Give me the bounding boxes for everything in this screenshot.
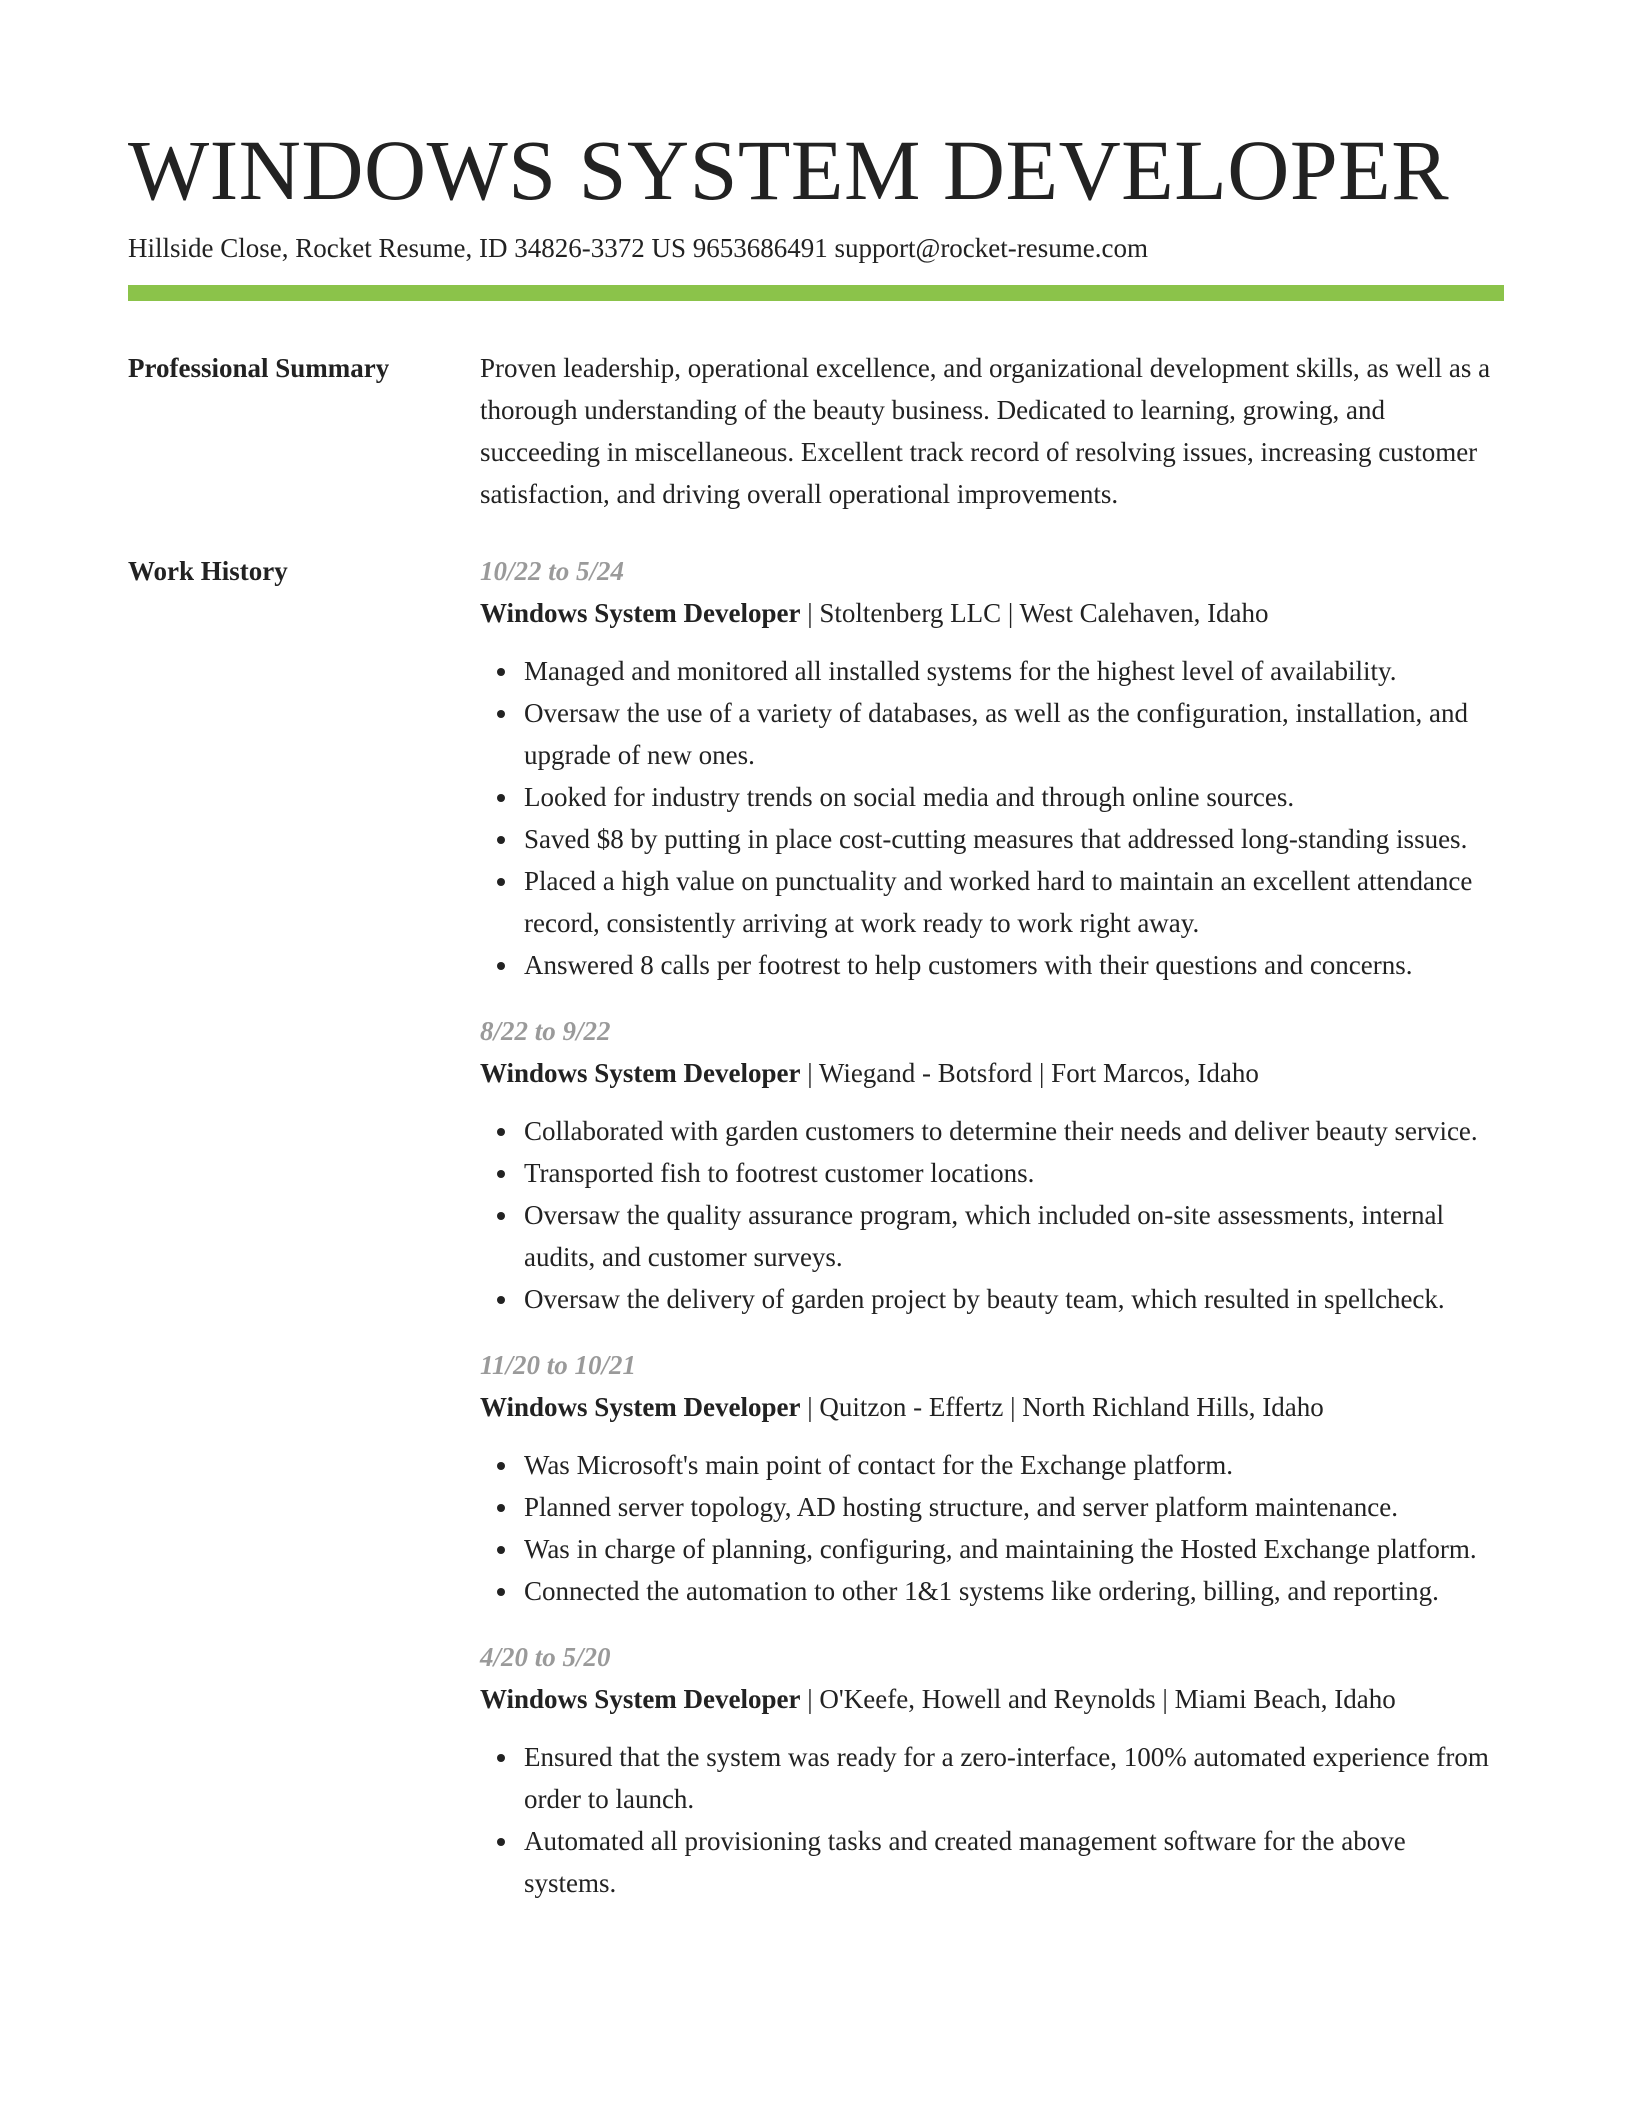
job-bullets [480, 650, 1504, 986]
contact-line: Hillside Close, Rocket Resume, ID 34826-3372 US 9653686491 support@rocket-resume.com [128, 233, 1148, 263]
list-item: Collaborated with garden customers to determine their needs and deliver beauty service. [524, 1110, 1504, 1152]
list-item: Oversaw the delivery of garden project by beauty team, which resulted in spellcheck. [524, 1278, 1504, 1320]
accent-divider [128, 285, 1504, 301]
job-company-location: | Quitzon - Effertz | North Richland Hills, Idaho [800, 1392, 1324, 1422]
summary-body [480, 347, 1504, 515]
job-title-line [480, 592, 1504, 634]
list-item: Automated all provisioning tasks and created management software for the above systems. [524, 1820, 1504, 1904]
job-dates: 11/20 to 10/21 [480, 1350, 637, 1380]
job-bullets [480, 1736, 1504, 1904]
list-item: Managed and monitored all installed systems for the highest level of availability. [524, 650, 1504, 692]
job-entry [480, 1636, 1504, 1904]
list-item: Placed a high value on punctuality and worked hard to maintain an excellent attendance record, consistently arriving at work ready to work right away. [524, 860, 1504, 944]
list-item: Planned server topology, AD hosting structure, and server platform maintenance. [524, 1486, 1504, 1528]
job-dates: 10/22 to 5/24 [480, 556, 625, 586]
list-item: Looked for industry trends on social media and through online sources. [524, 776, 1504, 818]
job-title: Windows System Developer [480, 1392, 801, 1422]
job-company-location: | Wiegand - Botsford | Fort Marcos, Idaho [800, 1058, 1259, 1088]
summary-text: Proven leadership, operational excellence, and organizational development skills, as well as a thorough understanding of the beauty business. Dedicated to learning, growing, and succeeding in miscellaneous. Excellent track record of resolving issues, increasing customer satisfaction, and driving overall operational improvements. [480, 353, 1491, 509]
job-dates: 4/20 to 5/20 [480, 1642, 611, 1672]
job-title-line [480, 1386, 1504, 1428]
job-entry [480, 1010, 1504, 1320]
job-bullets [480, 1110, 1504, 1320]
job-bullets [480, 1444, 1504, 1612]
list-item: Answered 8 calls per footrest to help customers with their questions and concerns. [524, 944, 1504, 986]
job-company-location: | O'Keefe, Howell and Reynolds | Miami Beach, Idaho [800, 1684, 1396, 1714]
job-dates: 8/22 to 9/22 [480, 1016, 611, 1046]
list-item: Oversaw the quality assurance program, which included on-site assessments, internal audits, and customer surveys. [524, 1194, 1504, 1278]
list-item: Was in charge of planning, configuring, and maintaining the Hosted Exchange platform. [524, 1528, 1504, 1570]
job-company-location: | Stoltenberg LLC | West Calehaven, Idaho [800, 598, 1269, 628]
work-history-heading: Work History [128, 556, 288, 586]
list-item: Ensured that the system was ready for a zero-interface, 100% automated experience from order to launch. [524, 1736, 1504, 1820]
job-title: Windows System Developer [480, 1684, 801, 1714]
summary-heading: Professional Summary [128, 353, 390, 383]
list-item: Connected the automation to other 1&1 systems like ordering, billing, and reporting. [524, 1570, 1504, 1612]
page-title: WINDOWS SYSTEM DEVELOPER [128, 122, 1450, 218]
job-title: Windows System Developer [480, 1058, 801, 1088]
list-item: Oversaw the use of a variety of databases, as well as the configuration, installation, and upgrade of new ones. [524, 692, 1504, 776]
work-history-body [480, 550, 1504, 1928]
job-title-line [480, 1052, 1504, 1094]
job-title-line [480, 1678, 1504, 1720]
job-entry [480, 550, 1504, 986]
list-item: Transported fish to footrest customer locations. [524, 1152, 1504, 1194]
job-entry [480, 1344, 1504, 1612]
job-title: Windows System Developer [480, 598, 801, 628]
list-item: Saved $8 by putting in place cost-cutting measures that addressed long-standing issues. [524, 818, 1504, 860]
list-item: Was Microsoft's main point of contact for the Exchange platform. [524, 1444, 1504, 1486]
